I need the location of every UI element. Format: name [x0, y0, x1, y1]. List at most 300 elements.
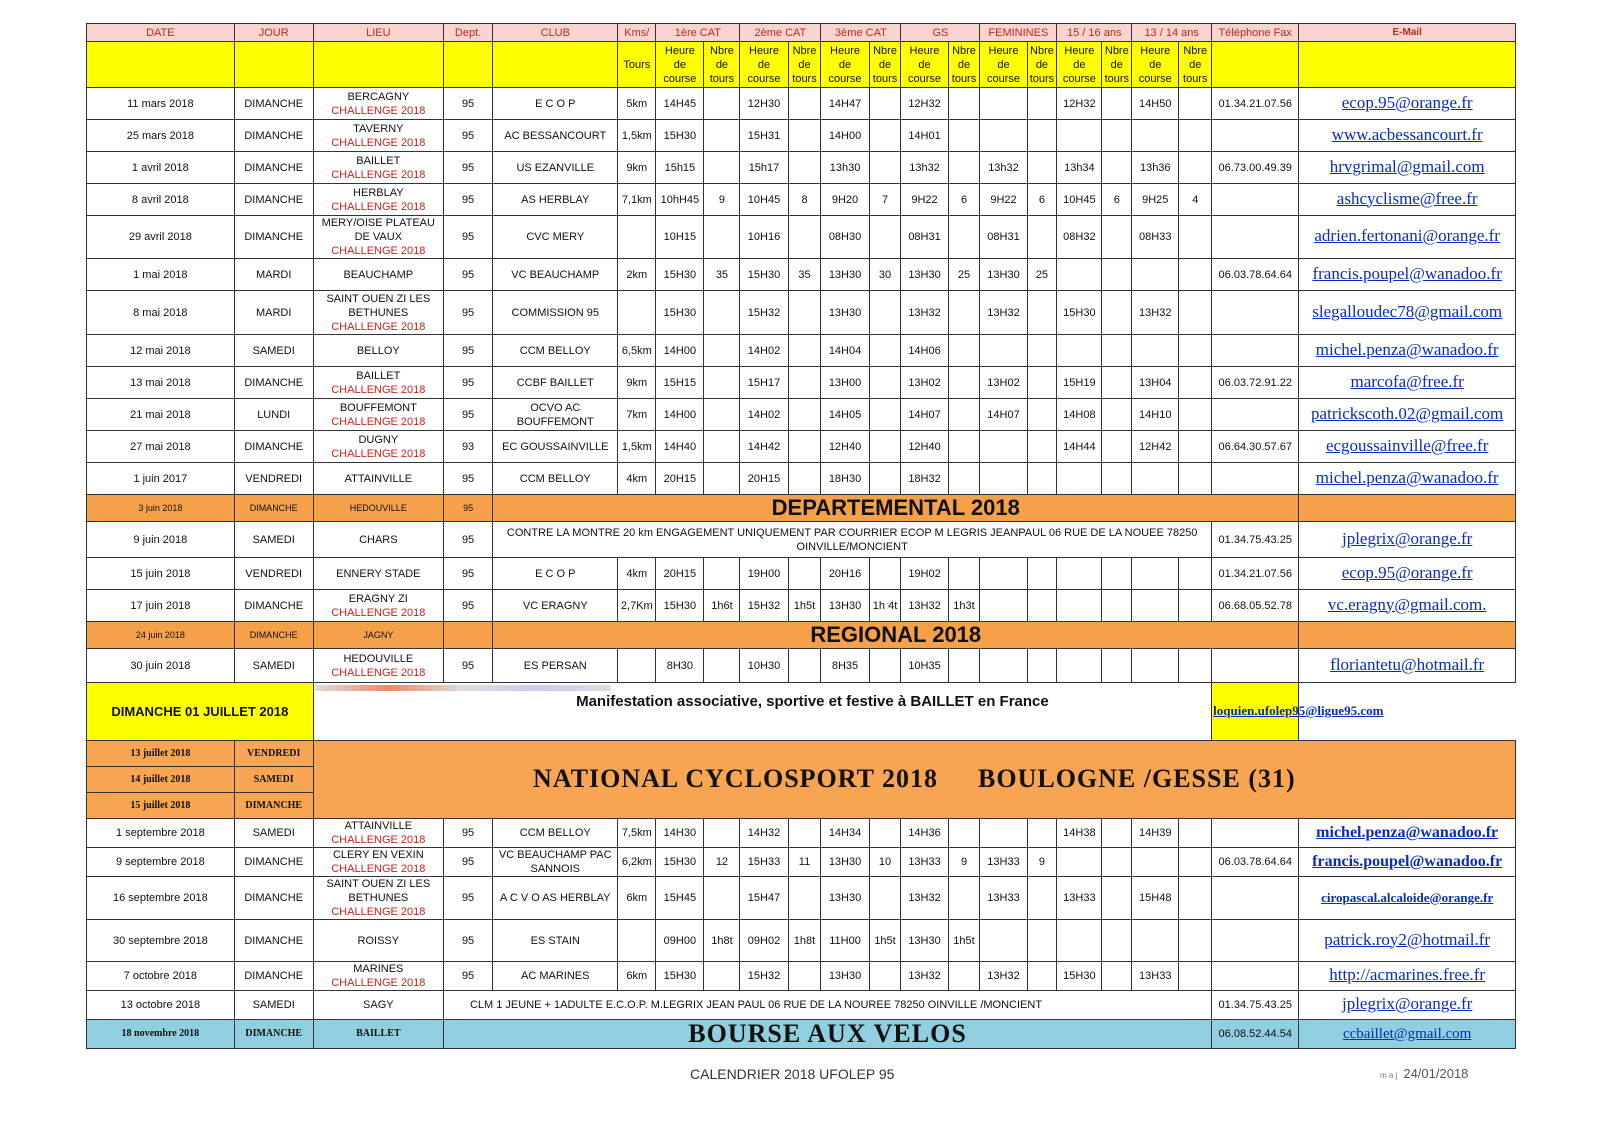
email-link[interactable]: floriantetu@hotmail.fr — [1330, 654, 1485, 674]
time-cell — [788, 819, 821, 848]
kms-cell: 5km — [618, 88, 656, 120]
time-cell: 10H30 — [740, 649, 788, 683]
time-cell — [704, 152, 740, 184]
email-link[interactable]: michel.penza@wanadoo.fr — [1315, 467, 1499, 487]
date-cell: 15 juin 2018 — [87, 558, 235, 590]
club-cell: VC ERAGNY — [493, 590, 618, 622]
date-cell: 1 avril 2018 — [87, 152, 235, 184]
email-link[interactable]: jplegrix@orange.fr — [1341, 528, 1473, 548]
time-cell — [1027, 152, 1057, 184]
location-cell: BAILLET — [313, 1020, 443, 1049]
day-cell: DIMANCHE — [234, 793, 313, 819]
phone-cell: 06.03.72.91.22 — [1212, 367, 1299, 399]
email-link[interactable]: http://acmarines.free.fr — [1329, 965, 1486, 984]
kms-cell — [618, 216, 656, 259]
kms-cell: 1,5km — [618, 431, 656, 463]
table-row — [87, 335, 1516, 367]
header-gs: GS — [901, 24, 980, 42]
email-link[interactable]: ecop.95@orange.fr — [1341, 562, 1473, 582]
kms-cell: 1,5km — [618, 120, 656, 152]
fete-text: Manifestation associative, sportive et festive à BAILLET en France — [576, 693, 1049, 710]
time-cell: 20H16 — [821, 558, 869, 590]
dept-cell: 95 — [443, 335, 492, 367]
date-cell: 25 mars 2018 — [87, 120, 235, 152]
table-row — [87, 42, 1516, 88]
email-link[interactable]: www.acbessancourt.fr — [1331, 124, 1483, 144]
time-cell: 15H33 — [740, 848, 788, 877]
header-fem: FEMININES — [980, 24, 1057, 42]
phone-cell — [1212, 649, 1299, 683]
kms-cell: 9km — [618, 367, 656, 399]
location-cell — [313, 152, 443, 184]
event-logo-strip — [315, 685, 611, 691]
email-cell[interactable] — [1299, 848, 1516, 877]
dept-cell: 95 — [443, 649, 492, 683]
date-cell: 13 mai 2018 — [87, 367, 235, 399]
time-cell — [704, 120, 740, 152]
phone-cell: 06.73.00.49.39 — [1212, 152, 1299, 184]
table-row — [87, 962, 1516, 991]
time-cell: 20H15 — [656, 463, 704, 495]
time-cell: 19H02 — [901, 558, 948, 590]
day-cell: DIMANCHE — [234, 152, 313, 184]
phone-cell: 06.08.52.44.54 — [1212, 1020, 1299, 1049]
location-cell — [313, 259, 443, 291]
kms-cell: 6,2km — [618, 848, 656, 877]
email-cell[interactable] — [1299, 399, 1516, 431]
header-cat3: 3ème CAT — [821, 24, 901, 42]
kms-cell: 2km — [618, 259, 656, 291]
email-link[interactable]: francis.poupel@wanadoo.fr — [1312, 852, 1503, 870]
email-cell[interactable] — [1299, 184, 1516, 216]
location-name: DUGNY — [358, 433, 399, 446]
time-cell: 13H30 — [821, 848, 869, 877]
header-date: DATE — [87, 24, 235, 42]
time-cell: 13H02 — [901, 367, 948, 399]
time-cell — [980, 590, 1027, 622]
header-email: E-Mail — [1299, 24, 1516, 42]
time-cell — [1179, 649, 1212, 683]
dept-cell: 95 — [443, 495, 492, 522]
time-cell — [1057, 649, 1102, 683]
time-cell — [1132, 848, 1179, 877]
header-dept: Dept. — [443, 24, 492, 42]
time-cell: 13h32 — [901, 152, 948, 184]
table-row — [87, 920, 1516, 962]
kms-cell: 4km — [618, 463, 656, 495]
time-cell: 9H25 — [1132, 184, 1179, 216]
time-cell — [1102, 463, 1132, 495]
dept-cell: 95 — [443, 291, 492, 335]
time-cell — [1102, 558, 1132, 590]
location-cell — [313, 184, 443, 216]
day-cell: DIMANCHE — [234, 216, 313, 259]
time-cell — [1179, 216, 1212, 259]
club-cell: E C O P — [493, 88, 618, 120]
club-cell: VC BEAUCHAMP — [493, 259, 618, 291]
dept-cell: 93 — [443, 431, 492, 463]
challenge-label: CHALLENGE 2018 — [331, 834, 426, 846]
time-cell — [1179, 291, 1212, 335]
time-cell: 8 — [788, 184, 821, 216]
time-cell: 15H30 — [656, 962, 704, 991]
time-cell — [1102, 367, 1132, 399]
email-cell[interactable] — [1299, 991, 1516, 1020]
table-row — [87, 431, 1516, 463]
departemental-banner: DEPARTEMENTAL 2018 — [493, 495, 1299, 522]
day-cell: SAMEDI — [234, 522, 313, 558]
location-name: HEDOUVILLE — [343, 652, 414, 665]
email-cell[interactable] — [1299, 1020, 1516, 1049]
time-cell — [869, 558, 901, 590]
email-cell[interactable] — [1212, 683, 1384, 741]
time-cell: 12H42 — [1132, 431, 1179, 463]
email-cell[interactable] — [1299, 291, 1516, 335]
time-cell: 14H39 — [1132, 819, 1179, 848]
dept-cell: 95 — [443, 522, 492, 558]
email-link[interactable]: michel.penza@wanadoo.fr — [1316, 823, 1499, 841]
update-date — [1380, 1066, 1468, 1081]
header-cat1: 1ère CAT — [656, 24, 740, 42]
time-cell — [1132, 259, 1179, 291]
location-name: HERBLAY — [353, 186, 404, 199]
time-cell: 1h8t — [788, 920, 821, 962]
time-cell — [1102, 152, 1132, 184]
date-cell: 3 juin 2018 — [87, 495, 235, 522]
table-row — [87, 495, 1516, 522]
email-cell[interactable] — [1299, 88, 1516, 120]
email-cell[interactable] — [1299, 590, 1516, 622]
dept-cell: 95 — [443, 399, 492, 431]
challenge-label: CHALLENGE 2018 — [331, 245, 426, 257]
date-cell: 1 juin 2017 — [87, 463, 235, 495]
header-blank — [1212, 42, 1299, 88]
time-cell — [1179, 590, 1212, 622]
time-cell: 14H10 — [1132, 399, 1179, 431]
dept-cell: 95 — [443, 819, 492, 848]
time-cell: 14H36 — [901, 819, 948, 848]
email-link[interactable]: vc.eragny@gmail.com. — [1327, 594, 1487, 614]
date-cell: 12 mai 2018 — [87, 335, 235, 367]
phone-cell — [1212, 920, 1299, 962]
time-cell: 13H33 — [980, 848, 1027, 877]
header-blank — [234, 42, 313, 88]
time-cell: 13H32 — [1132, 291, 1179, 335]
time-cell — [704, 962, 740, 991]
date-cell: 15 juillet 2018 — [87, 793, 235, 819]
location-name: BELLOY — [356, 344, 400, 357]
time-cell: 14H01 — [901, 120, 948, 152]
time-cell: 15H32 — [740, 291, 788, 335]
time-cell — [704, 877, 740, 920]
email-cell[interactable] — [1299, 367, 1516, 399]
time-cell — [1102, 259, 1132, 291]
location-name: SAINT OUEN ZI LES BETHUNES — [326, 878, 431, 904]
date-cell: 8 avril 2018 — [87, 184, 235, 216]
day-cell: SAMEDI — [234, 767, 313, 793]
time-cell — [980, 558, 1027, 590]
header-blank — [87, 42, 235, 88]
location-cell — [313, 819, 443, 848]
phone-cell — [1212, 184, 1299, 216]
time-cell: 9 — [704, 184, 740, 216]
time-cell — [1027, 216, 1057, 259]
time-cell: 15H30 — [1057, 291, 1102, 335]
challenge-label: CHALLENGE 2018 — [331, 415, 426, 428]
time-cell: 08H31 — [980, 216, 1027, 259]
header-nbre: Nbre de tours — [1179, 42, 1212, 88]
table-row — [87, 741, 1516, 767]
location-cell — [313, 88, 443, 120]
email-link[interactable]: patrickscoth.02@gmail.com — [1311, 403, 1504, 423]
time-cell: 1h3t — [948, 590, 980, 622]
email-link[interactable]: ecgoussainville@free.fr — [1325, 435, 1489, 455]
kms-cell: 2,7Km — [618, 590, 656, 622]
time-cell — [1132, 920, 1179, 962]
date-cell: 8 mai 2018 — [87, 291, 235, 335]
email-link[interactable]: patrick.roy2@hotmail.fr — [1324, 929, 1491, 949]
time-cell — [1179, 877, 1212, 920]
email-link[interactable]: michel.penza@wanadoo.fr — [1315, 339, 1499, 359]
time-cell — [1027, 88, 1057, 120]
time-cell — [788, 463, 821, 495]
club-cell: AS HERBLAY — [493, 184, 618, 216]
date-cell: 13 juillet 2018 — [87, 741, 235, 767]
email-cell[interactable] — [1299, 522, 1516, 558]
time-cell: 25 — [1027, 259, 1057, 291]
day-cell: DIMANCHE — [234, 495, 313, 522]
time-cell: 1h5t — [788, 590, 821, 622]
date-cell: 11 mars 2018 — [87, 88, 235, 120]
time-cell: 30 — [869, 259, 901, 291]
day-cell: VENDREDI — [234, 463, 313, 495]
time-cell: 15H30 — [656, 120, 704, 152]
time-cell: 13H32 — [901, 590, 948, 622]
day-cell: SAMEDI — [234, 819, 313, 848]
table-row — [87, 399, 1516, 431]
time-cell — [869, 120, 901, 152]
update-label: m a j — [1380, 1071, 1398, 1080]
day-cell: LUNDI — [234, 399, 313, 431]
email-cell[interactable] — [1299, 463, 1516, 495]
kms-cell: 7,5km — [618, 819, 656, 848]
header-lieu: LIEU — [313, 24, 443, 42]
email-link[interactable]: ashcyclisme@free.fr — [1336, 188, 1478, 208]
kms-cell — [618, 649, 656, 683]
table-row — [87, 463, 1516, 495]
time-cell: 15h15 — [656, 152, 704, 184]
day-cell: DIMANCHE — [234, 920, 313, 962]
time-cell — [948, 120, 980, 152]
time-cell — [788, 649, 821, 683]
date-cell: 18 novembre 2018 — [87, 1020, 235, 1049]
phone-cell: 06.64.30.57.67 — [1212, 431, 1299, 463]
time-cell — [788, 120, 821, 152]
phone-cell: 01.34.75.43.25 — [1212, 991, 1299, 1020]
kms-cell: 7,1km — [618, 184, 656, 216]
time-cell — [948, 962, 980, 991]
time-cell — [788, 88, 821, 120]
time-cell — [788, 291, 821, 335]
day-cell: MARDI — [234, 291, 313, 335]
time-cell: 15H31 — [740, 120, 788, 152]
time-cell: 15H32 — [740, 590, 788, 622]
time-cell: 15h17 — [740, 152, 788, 184]
time-cell: 09H00 — [656, 920, 704, 962]
time-cell — [980, 649, 1027, 683]
day-cell: VENDREDI — [234, 558, 313, 590]
email-cell[interactable] — [1299, 431, 1516, 463]
email-link[interactable]: ecop.95@orange.fr — [1341, 92, 1473, 112]
header-nbre: Nbre de tours — [788, 42, 821, 88]
time-cell: 09H02 — [740, 920, 788, 962]
time-cell: 08H33 — [1132, 216, 1179, 259]
header-jour: JOUR — [234, 24, 313, 42]
time-cell: 14H30 — [656, 819, 704, 848]
time-cell — [704, 88, 740, 120]
time-cell — [788, 877, 821, 920]
time-cell: 14H40 — [656, 431, 704, 463]
header-club: CLUB — [493, 24, 618, 42]
location-cell — [313, 962, 443, 991]
table-row — [87, 152, 1516, 184]
time-cell: 14H32 — [740, 819, 788, 848]
time-cell — [948, 649, 980, 683]
email-link[interactable]: ccbaillet@gmail.com — [1342, 1025, 1472, 1042]
day-cell: SAMEDI — [234, 991, 313, 1020]
club-cell: CCBF BAILLET — [493, 367, 618, 399]
time-cell — [1027, 962, 1057, 991]
time-cell: 35 — [704, 259, 740, 291]
email-cell[interactable] — [1299, 152, 1516, 184]
dept-cell: 95 — [443, 848, 492, 877]
kms-cell: 6km — [618, 962, 656, 991]
email-cell[interactable] — [1299, 259, 1516, 291]
email-cell[interactable] — [1299, 216, 1516, 259]
table-row — [87, 848, 1516, 877]
time-cell — [1102, 88, 1132, 120]
club-cell: VC BEAUCHAMP PAC SANNOIS — [493, 848, 618, 877]
time-cell: 1h5t — [948, 920, 980, 962]
email-cell[interactable] — [1299, 819, 1516, 848]
location-name: ERAGNY ZI — [348, 592, 408, 605]
time-cell — [948, 216, 980, 259]
dept-cell: 95 — [443, 88, 492, 120]
time-cell: 14H00 — [821, 120, 869, 152]
email-cell[interactable] — [1299, 962, 1516, 991]
email-cell — [1299, 495, 1516, 522]
time-cell: 14H47 — [821, 88, 869, 120]
kms-cell: 6,5km — [618, 335, 656, 367]
day-cell: DIMANCHE — [234, 877, 313, 920]
challenge-label: CHALLENGE 2018 — [331, 200, 426, 213]
club-cell: ES STAIN — [493, 920, 618, 962]
email-link[interactable]: hrvgrimal@gmail.com — [1329, 156, 1485, 176]
time-cell — [869, 367, 901, 399]
location-cell — [313, 120, 443, 152]
time-cell: 6 — [1102, 184, 1132, 216]
email-link[interactable]: marcofa@free.fr — [1350, 371, 1464, 391]
time-cell — [869, 819, 901, 848]
location-cell: CHARS — [313, 522, 443, 558]
time-cell — [869, 431, 901, 463]
time-cell — [1027, 920, 1057, 962]
email-cell[interactable] — [1299, 920, 1516, 962]
email-cell[interactable] — [1299, 649, 1516, 683]
table-row — [87, 683, 1516, 741]
email-link[interactable]: jplegrix@orange.fr — [1341, 994, 1473, 1013]
date-cell: 13 octobre 2018 — [87, 991, 235, 1020]
time-cell — [1132, 335, 1179, 367]
time-cell: 13H30 — [901, 259, 948, 291]
email-cell[interactable] — [1299, 120, 1516, 152]
time-cell — [788, 216, 821, 259]
time-cell: 13H30 — [821, 590, 869, 622]
location-name: ROISSY — [357, 934, 400, 947]
time-cell: 13H33 — [980, 877, 1027, 920]
time-cell: 13H33 — [1057, 877, 1102, 920]
email-cell[interactable] — [1299, 335, 1516, 367]
regional-banner: REGIONAL 2018 — [493, 622, 1299, 649]
day-cell: DIMANCHE — [234, 431, 313, 463]
header-blank — [313, 42, 443, 88]
phone-cell — [1212, 819, 1299, 848]
email-link[interactable]: slegalloudec78@gmail.com — [1312, 301, 1503, 321]
time-cell: 12H30 — [740, 88, 788, 120]
location-name: BEAUCHAMP — [343, 268, 414, 281]
time-cell — [1102, 431, 1132, 463]
header-heure: Heure de course — [1132, 42, 1179, 88]
time-cell: 20H15 — [740, 463, 788, 495]
dept-cell: 95 — [443, 367, 492, 399]
time-cell: 15H17 — [740, 367, 788, 399]
time-cell: 10H45 — [1057, 184, 1102, 216]
email-link[interactable]: adrien.fertonani@orange.fr — [1314, 226, 1500, 245]
location-name: BAILLET — [356, 369, 401, 382]
time-cell: 6 — [1027, 184, 1057, 216]
club-cell: CCM BELLOY — [493, 819, 618, 848]
time-cell — [1179, 848, 1212, 877]
email-cell[interactable] — [1299, 877, 1516, 920]
time-cell — [1179, 920, 1212, 962]
time-cell — [980, 120, 1027, 152]
phone-cell: 01.34.75.43.25 — [1212, 522, 1299, 558]
table-row — [87, 877, 1516, 920]
table-row — [87, 622, 1516, 649]
time-cell — [980, 463, 1027, 495]
table-row — [87, 367, 1516, 399]
day-cell: DIMANCHE — [234, 622, 313, 649]
date-cell: 9 septembre 2018 — [87, 848, 235, 877]
bourse-banner: BOURSE AUX VELOS — [443, 1020, 1211, 1049]
email-cell[interactable] — [1299, 558, 1516, 590]
time-cell — [948, 463, 980, 495]
time-cell: 10H35 — [901, 649, 948, 683]
dept-cell: 95 — [443, 590, 492, 622]
day-cell: DIMANCHE — [234, 367, 313, 399]
header-blank — [1299, 42, 1516, 88]
email-link[interactable]: loquien.ufolep95@ligue95.com — [1213, 703, 1384, 718]
time-cell — [948, 291, 980, 335]
day-cell: DIMANCHE — [234, 1020, 313, 1049]
header-nbre: Nbre de tours — [1027, 42, 1057, 88]
time-cell: 9H22 — [980, 184, 1027, 216]
email-link[interactable]: ciropascal.alcaloide@orange.fr — [1321, 889, 1494, 905]
email-link[interactable]: francis.poupel@wanadoo.fr — [1312, 263, 1502, 283]
fete-text-cell — [313, 683, 1211, 741]
time-cell — [869, 88, 901, 120]
calendar-table — [86, 23, 1516, 1049]
